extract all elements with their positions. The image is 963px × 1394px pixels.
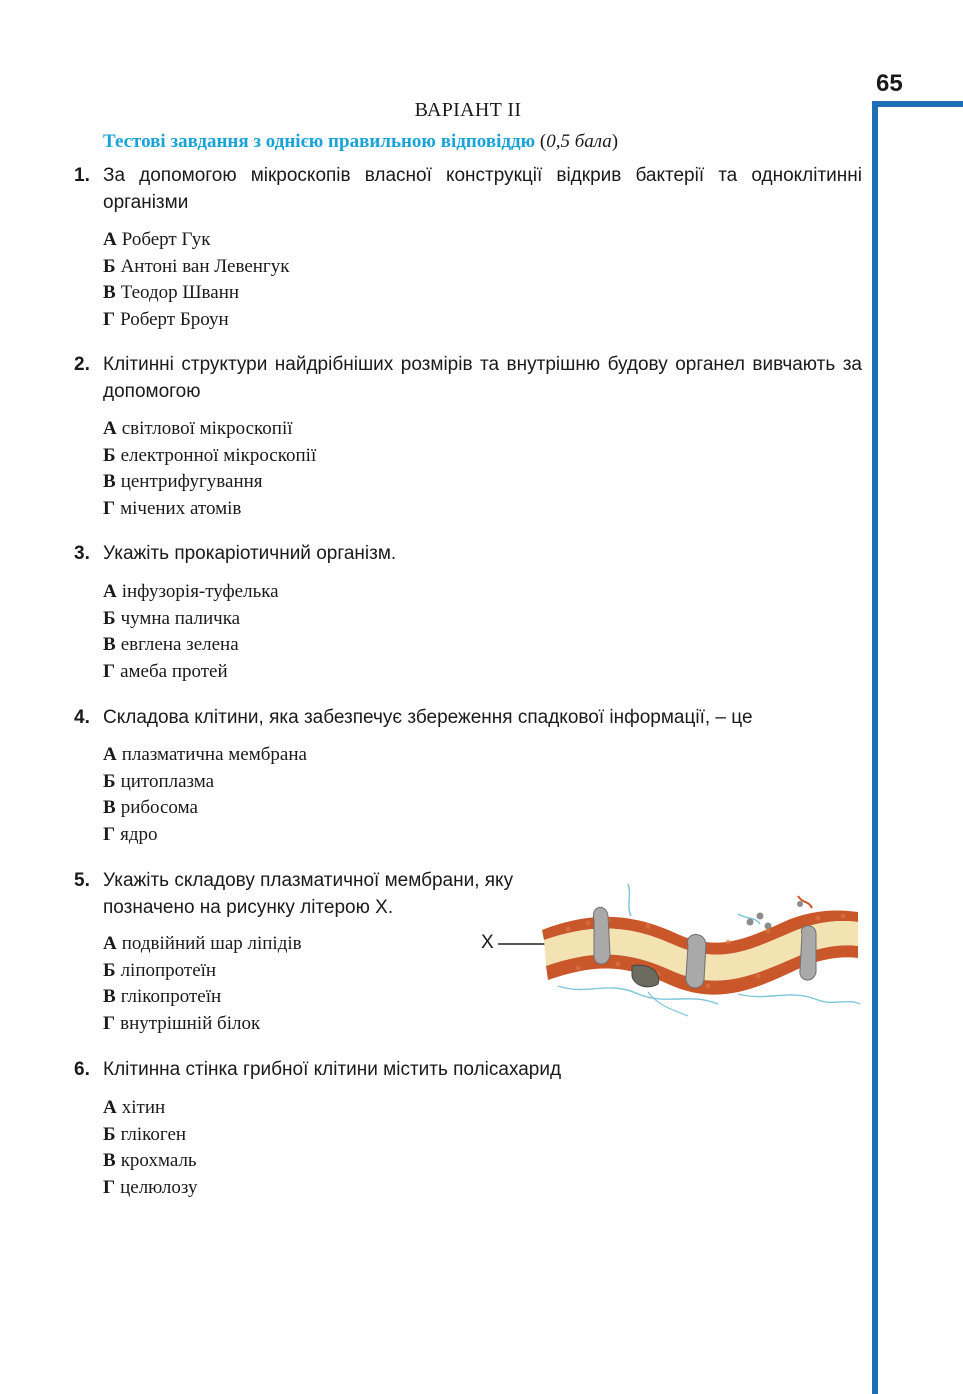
option-text: Антоні ван Левенгук: [120, 255, 290, 277]
option-g: [103, 1011, 302, 1038]
cytoskeleton-fiber: [738, 994, 860, 1004]
option-letter: Г: [103, 497, 116, 519]
question-text: Укажіть прокаріотичний організм.: [103, 543, 397, 564]
option-a: [103, 416, 316, 443]
question-text: Клітинна стінка грибної клітини містить полісахарид: [103, 1059, 562, 1080]
question-text: Складова клітини, яка забезпечує збереження спадкової інформації, – це: [103, 707, 753, 728]
option-a: [103, 227, 289, 254]
question-2-options: [103, 416, 316, 522]
option-text: амеба протей: [120, 660, 228, 682]
question-1: [74, 162, 862, 216]
question-number: 6.: [74, 1059, 90, 1080]
option-b: [103, 1122, 198, 1149]
question-text: Клітинні структури найдрібніших розмірів та внутрішню будову органел вивчають за допомогою: [103, 354, 862, 402]
option-letter: Б: [103, 1123, 116, 1145]
option-text: інфузорія-туфелька: [121, 581, 279, 602]
option-letter: Б: [103, 255, 116, 277]
option-letter: Г: [103, 660, 116, 682]
option-letter: В: [103, 986, 116, 1007]
option-text: внутрішній білок: [120, 1012, 261, 1034]
option-b: [103, 443, 316, 470]
option-text: центрифугування: [120, 471, 263, 492]
option-text: целюлозу: [120, 1176, 198, 1198]
figure-label-x: Х: [481, 932, 494, 953]
option-text: подвійний шар ліпідів: [121, 933, 302, 954]
option-text: плазматична мембрана: [121, 744, 307, 765]
integral-protein: [686, 934, 706, 987]
question-4: [74, 704, 862, 731]
option-letter: В: [103, 1150, 116, 1171]
question-2: [74, 351, 862, 405]
option-b: [103, 254, 289, 281]
option-v: [103, 632, 279, 659]
option-letter: Г: [103, 1176, 116, 1198]
option-a: [103, 742, 307, 769]
page-frame-side-bar: [872, 101, 878, 1394]
option-g: [103, 822, 307, 849]
option-text: ліпопротеїн: [120, 959, 217, 981]
option-letter: Б: [103, 444, 116, 466]
question-5: [74, 867, 544, 921]
variant-title: ВАРІАНТ ІІ: [414, 99, 522, 121]
section-heading: Тестові завдання з однією правильною відповіддю (0,5 бала): [103, 131, 619, 152]
integral-protein: [593, 907, 610, 964]
option-g: [103, 307, 289, 334]
option-v: [103, 469, 316, 496]
option-v: [103, 1148, 198, 1175]
question-text: За допомогою мікроскопів власної конструкції відкрив бактерії та одноклітинні організми: [103, 165, 862, 213]
cytoskeleton-fiber: [648, 992, 688, 1016]
option-text: крохмаль: [120, 1150, 197, 1171]
option-letter: А: [103, 229, 117, 250]
option-text: рибосома: [120, 797, 198, 818]
question-text: Укажіть складову плазматичної мембрани, яку позначено на рисунку літерою Х.: [103, 870, 514, 918]
option-text: чумна паличка: [120, 607, 241, 629]
option-text: Теодор Шванн: [120, 282, 240, 303]
option-letter: А: [103, 933, 117, 954]
option-b: [103, 958, 302, 985]
option-letter: А: [103, 418, 117, 439]
option-b: [103, 606, 279, 633]
page-number: 65: [876, 70, 903, 97]
option-letter: Г: [103, 1012, 116, 1034]
option-text: евглена зелена: [120, 634, 239, 655]
membrane-illustration: [498, 876, 864, 1024]
question-number: 4.: [74, 707, 90, 728]
option-letter: А: [103, 581, 117, 602]
option-text: мічених атомів: [120, 497, 242, 519]
option-text: глікоген: [120, 1123, 187, 1145]
question-number: 2.: [74, 354, 90, 375]
option-text: цитоплазма: [120, 770, 215, 792]
section-heading-text: Тестові завдання з однією правильною відповіддю: [103, 131, 536, 152]
option-a: [103, 1095, 198, 1122]
question-1-options: [103, 227, 289, 333]
option-a: [103, 579, 279, 606]
carbohydrate-strand: [628, 884, 631, 916]
option-a: [103, 931, 302, 958]
option-letter: Г: [103, 308, 116, 330]
option-letter: Г: [103, 823, 116, 845]
option-g: [103, 659, 279, 686]
question-4-options: [103, 742, 307, 848]
option-text: хітин: [121, 1097, 166, 1118]
option-text: світлової мікроскопії: [121, 418, 293, 439]
option-text: глікопротеїн: [120, 986, 222, 1007]
option-text: ядро: [120, 823, 158, 845]
option-g: [103, 1175, 198, 1202]
question-number: 1.: [74, 165, 90, 186]
option-v: [103, 984, 302, 1011]
option-g: [103, 496, 316, 523]
option-text: Роберт Броун: [120, 308, 229, 330]
option-v: [103, 795, 307, 822]
question-number: 3.: [74, 543, 90, 564]
integral-protein: [800, 926, 816, 980]
option-letter: А: [103, 744, 117, 765]
option-text: електронної мікроскопії: [120, 444, 317, 466]
question-5-options: [103, 931, 302, 1037]
option-letter: В: [103, 471, 116, 492]
option-letter: В: [103, 282, 116, 303]
option-text: Роберт Гук: [121, 229, 211, 250]
question-number: 5.: [74, 870, 90, 891]
option-letter: Б: [103, 959, 116, 981]
option-v: [103, 280, 289, 307]
option-letter: А: [103, 1097, 117, 1118]
question-3: [74, 540, 862, 567]
question-6-options: [103, 1095, 198, 1201]
option-letter: В: [103, 634, 116, 655]
option-b: [103, 769, 307, 796]
option-letter: В: [103, 797, 116, 818]
question-3-options: [103, 579, 279, 685]
section-points: 0,5 бала: [546, 131, 612, 152]
option-letter: Б: [103, 607, 116, 629]
question-6: [74, 1056, 862, 1083]
option-letter: Б: [103, 770, 116, 792]
